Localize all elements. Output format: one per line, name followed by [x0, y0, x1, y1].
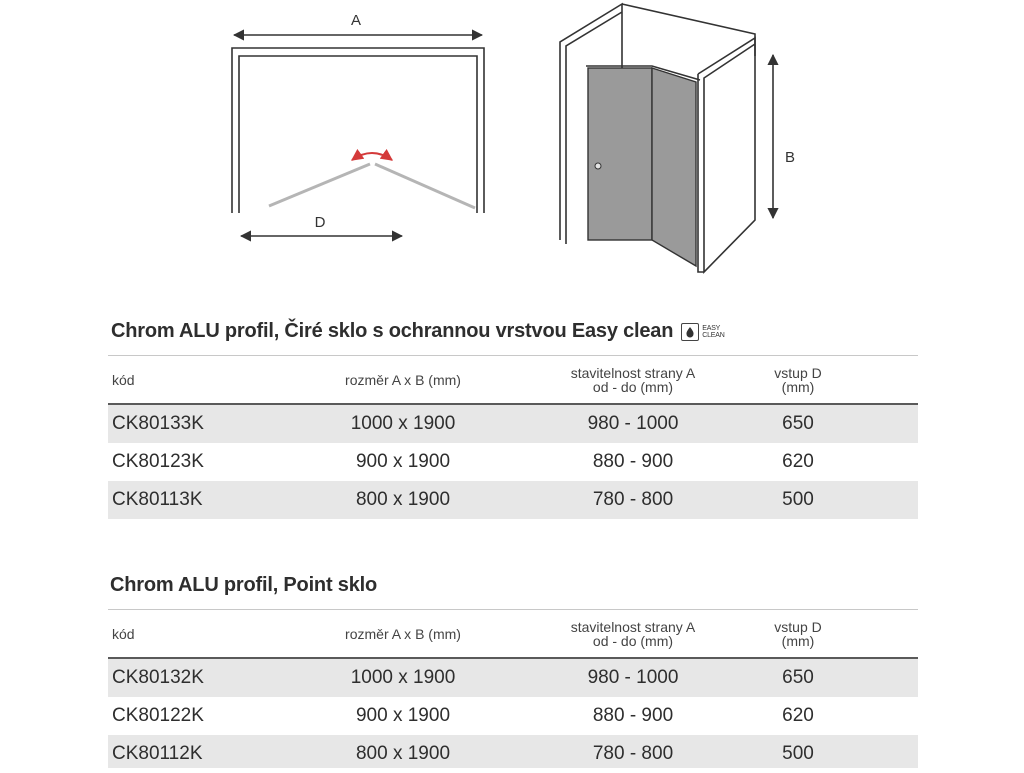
table-row [108, 735, 918, 768]
table-row [108, 405, 918, 443]
right-wall [698, 38, 755, 272]
cell-adjust: 980 - 1000 [587, 667, 679, 688]
cell-entry: 500 [782, 489, 814, 510]
plan-view-diagram [232, 12, 484, 236]
door-panel-right [375, 164, 475, 208]
water-drop-icon [681, 323, 699, 341]
cell-size: 1000 x 1900 [350, 413, 456, 434]
header-size: rozměr A x B (mm) [345, 626, 461, 642]
header-top-rule [108, 609, 918, 610]
header-adjust: stavitelnost strany A od - do (mm) [570, 619, 696, 649]
cell-entry: 620 [782, 705, 814, 726]
header-top-rule [108, 355, 918, 356]
door-panel-left [269, 164, 370, 206]
table-row [108, 481, 918, 519]
header-adjust: stavitelnost strany A od - do (mm) [570, 365, 696, 395]
cell-size: 800 x 1900 [355, 489, 451, 510]
cell-code: CK80123K [112, 451, 204, 472]
cell-size: 900 x 1900 [355, 451, 451, 472]
table-title [110, 574, 377, 597]
table-header [108, 611, 918, 657]
table-title [111, 320, 725, 343]
cell-adjust: 980 - 1000 [587, 413, 679, 434]
header-code: kód [112, 626, 135, 642]
header-size: rozměr A x B (mm) [345, 372, 461, 388]
table-header [108, 357, 918, 403]
easy-clean-line1: EASY [702, 324, 721, 332]
table-title-text: Chrom ALU profil, Čiré sklo s ochrannou vrstvou Easy clean [111, 320, 674, 342]
cell-entry: 650 [782, 667, 814, 688]
easy-clean-label [702, 325, 724, 339]
label-d: D [314, 214, 326, 231]
door-panel-front [588, 68, 652, 240]
table-section-2 [108, 572, 918, 768]
cell-code: CK80122K [112, 705, 204, 726]
table-row [108, 659, 918, 697]
table-section-1 [108, 318, 918, 523]
cell-entry: 500 [782, 743, 814, 764]
cell-code: CK80113K [112, 489, 203, 510]
table-row [108, 697, 918, 735]
header-entry: vstup D (mm) [774, 619, 822, 649]
label-a: A [350, 12, 362, 29]
header-entry: vstup D (mm) [774, 365, 822, 395]
easy-clean-badge [681, 323, 724, 341]
plan-wall-outline [232, 48, 484, 213]
header-code: kód [112, 372, 135, 388]
dimension-diagrams [0, 0, 1024, 290]
cell-adjust: 780 - 800 [592, 489, 674, 510]
cell-entry: 650 [782, 413, 814, 434]
table-title-text: Chrom ALU profil, Point sklo [110, 574, 377, 596]
cell-adjust: 780 - 800 [592, 743, 674, 764]
back-wall-top [622, 4, 755, 56]
easy-clean-line2: CLEAN [702, 331, 725, 339]
table-row [108, 443, 918, 481]
cell-code: CK80112K [112, 743, 203, 764]
cell-size: 900 x 1900 [355, 705, 451, 726]
cell-adjust: 880 - 900 [592, 451, 674, 472]
swing-arrow-icon [352, 153, 392, 160]
cell-code: CK80133K [112, 413, 204, 434]
label-b: B [784, 149, 796, 166]
cell-size: 1000 x 1900 [350, 667, 456, 688]
cell-entry: 620 [782, 451, 814, 472]
cell-code: CK80132K [112, 667, 204, 688]
door-handle-icon [595, 163, 601, 169]
door-panel-side [652, 68, 696, 266]
perspective-view-diagram [560, 4, 773, 272]
cell-adjust: 880 - 900 [592, 705, 674, 726]
cell-size: 800 x 1900 [355, 743, 451, 764]
